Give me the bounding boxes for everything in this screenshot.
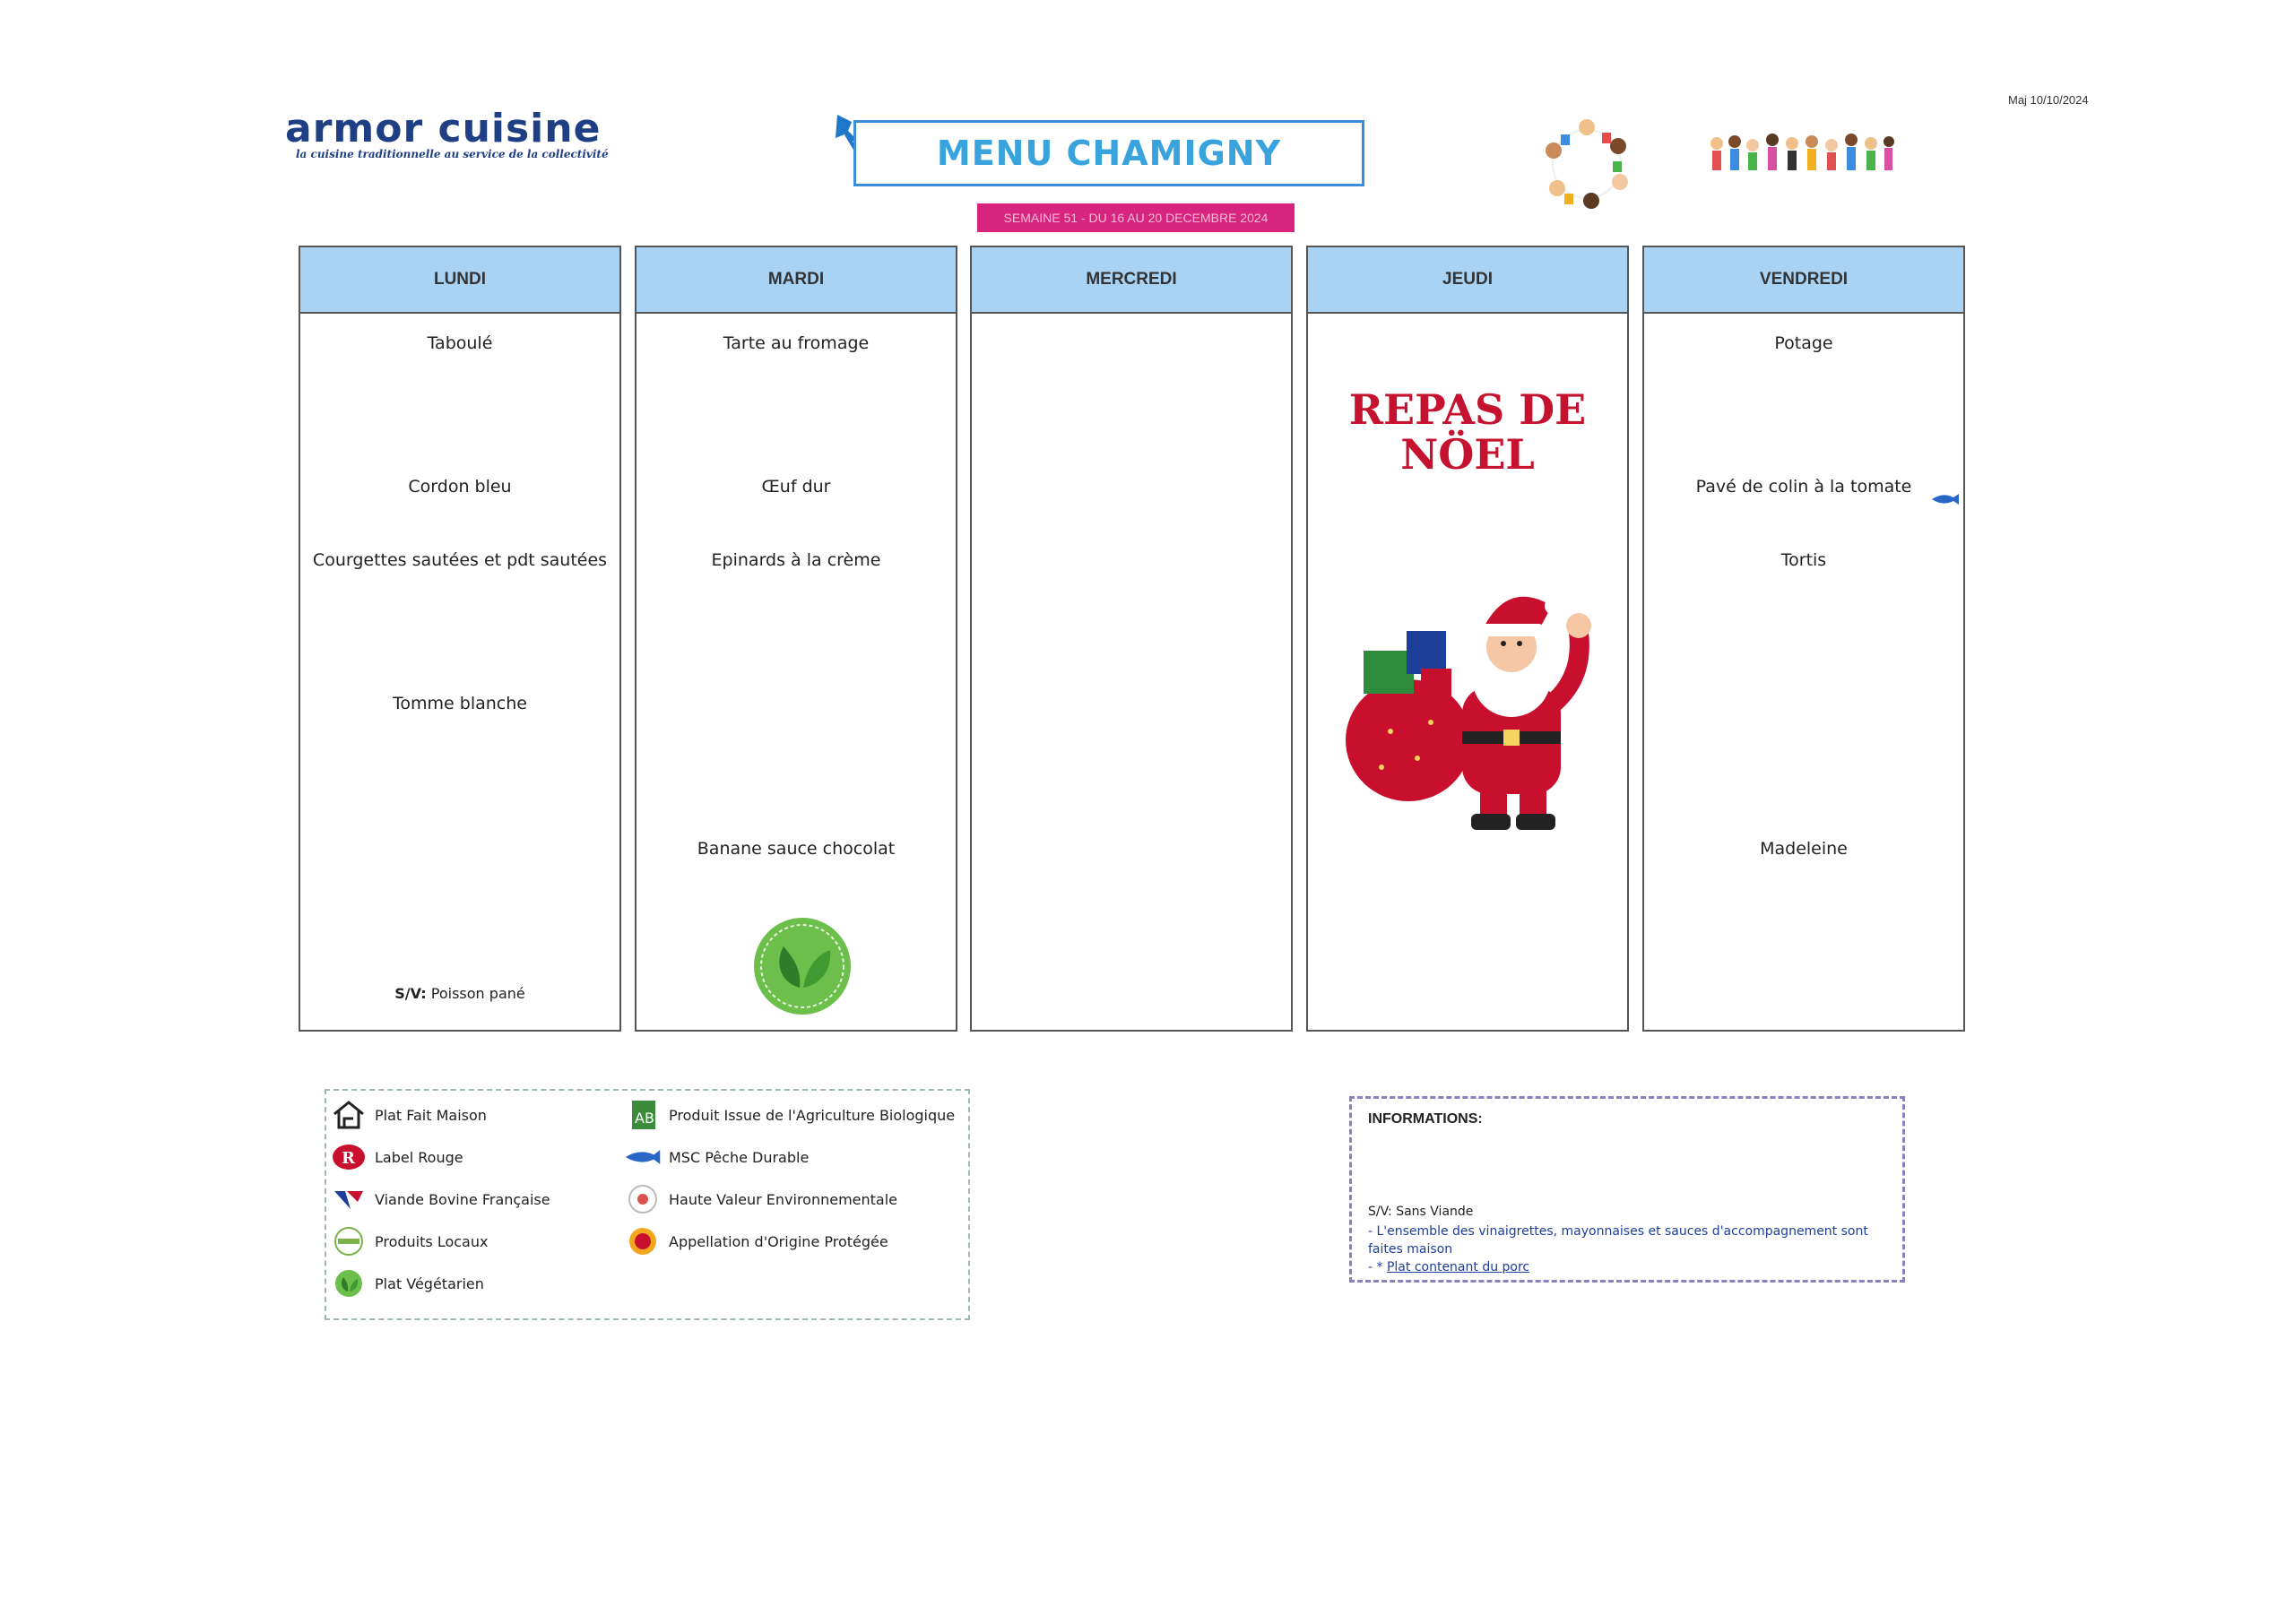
day-column-lundi [299,246,621,1032]
day-header-mercredi: MERCREDI [972,247,1291,314]
noel-title [1308,387,1627,477]
dish-fromage: Tomme blanche [393,694,527,713]
dish-entree: Potage [1774,333,1833,353]
day-column-mardi [635,246,957,1032]
svg-text:R: R [342,1149,355,1168]
informations-box [1349,1096,1905,1283]
legend-label: Label Rouge [375,1148,463,1166]
legend-label: Appellation d'Origine Protégée [669,1232,888,1250]
day-header-lundi: LUNDI [300,247,619,314]
vegetarian-icon [744,914,861,1018]
legend-bio [624,1100,955,1130]
legend-viande-francaise [330,1184,550,1214]
legend-aop [624,1226,888,1257]
legend-label: Viande Bovine Française [375,1190,550,1208]
label-rouge-icon [330,1142,368,1172]
dish-entree: Taboulé [427,333,493,353]
day-column-mercredi [970,246,1293,1032]
info-title: INFORMATIONS: [1368,1111,1483,1127]
dish-plat: Œuf dur [761,477,831,497]
day-header-mardi: MARDI [637,247,956,314]
santa-image [1328,561,1606,839]
dish-entree: Tarte au fromage [723,333,870,353]
menu-title-box [853,120,1364,186]
week-banner: SEMAINE 51 - DU 16 AU 20 DECEMBRE 2024 [977,203,1295,232]
porc-label: Plat contenant du porc [1386,1260,1530,1274]
legend-label: Produit Issue de l'Agriculture Biologique [669,1106,956,1124]
dish-accompagnement: Epinards à la crème [711,550,881,570]
sv-value: Poisson pané [430,985,525,1002]
brand-logo: armor cuisine [285,106,602,151]
legend-box [325,1089,970,1320]
noel-title-line2: NÖEL [1400,430,1535,479]
legend-label-rouge [330,1142,463,1172]
legend-msc [624,1142,809,1172]
info-sauces: - L'ensemble des vinaigrettes, mayonnaises et sauces d'accompagnement sont faites maison [1368,1224,1868,1257]
aop-icon [624,1226,662,1257]
kids-row-image [1708,117,1896,188]
msc-fish-icon [624,1142,662,1172]
legend-label: MSC Pêche Durable [669,1148,810,1166]
dish-dessert: Madeleine [1760,839,1848,859]
dish-accompagnement: Courgettes sautées et pdt sautées [312,550,608,570]
hve-icon [624,1184,662,1214]
svg-text:AB: AB [635,1110,654,1127]
produits-locaux-icon [330,1226,368,1257]
legend-produits-locaux [330,1226,488,1257]
legend-label: Plat Végétarien [375,1274,484,1292]
porc-asterisk: - * [1368,1260,1383,1274]
day-column-vendredi [1642,246,1965,1032]
bio-ab-icon [624,1100,662,1130]
day-header-jeudi: JEUDI [1308,247,1627,314]
dish-accompagnement: Tortis [1780,550,1827,570]
legend-hve [624,1184,897,1214]
msc-fish-icon [1930,492,1961,506]
update-date: Maj 10/10/2024 [2008,93,2089,107]
sv-label: S/V: [394,985,427,1002]
dish-sans-viande [300,985,619,1002]
dish-dessert: Banane sauce chocolat [697,839,896,859]
menu-title: MENU CHAMIGNY [936,134,1282,173]
vegetarian-icon [330,1268,368,1299]
legend-label: Haute Valeur Environnementale [669,1190,898,1208]
noel-title-line1: REPAS DE [1348,385,1587,434]
house-icon [330,1100,368,1130]
dish-plat: Cordon bleu [408,477,512,497]
info-porc [1368,1260,1529,1274]
day-header-vendredi: VENDREDI [1644,247,1963,314]
legend-plat-maison [330,1100,487,1130]
info-sans-viande: S/V: Sans Viande [1368,1205,1474,1219]
legend-label: Produits Locaux [375,1232,489,1250]
legend-plat-vegetarien [330,1268,484,1299]
viande-francaise-icon [330,1184,368,1214]
dish-plat: Pavé de colin à la tomate [1695,477,1912,497]
legend-label: Plat Fait Maison [375,1106,487,1124]
kids-circle-image [1537,115,1636,213]
day-column-jeudi [1306,246,1629,1032]
brand-tagline: la cuisine traditionnelle au service de la collectivité [296,148,609,160]
